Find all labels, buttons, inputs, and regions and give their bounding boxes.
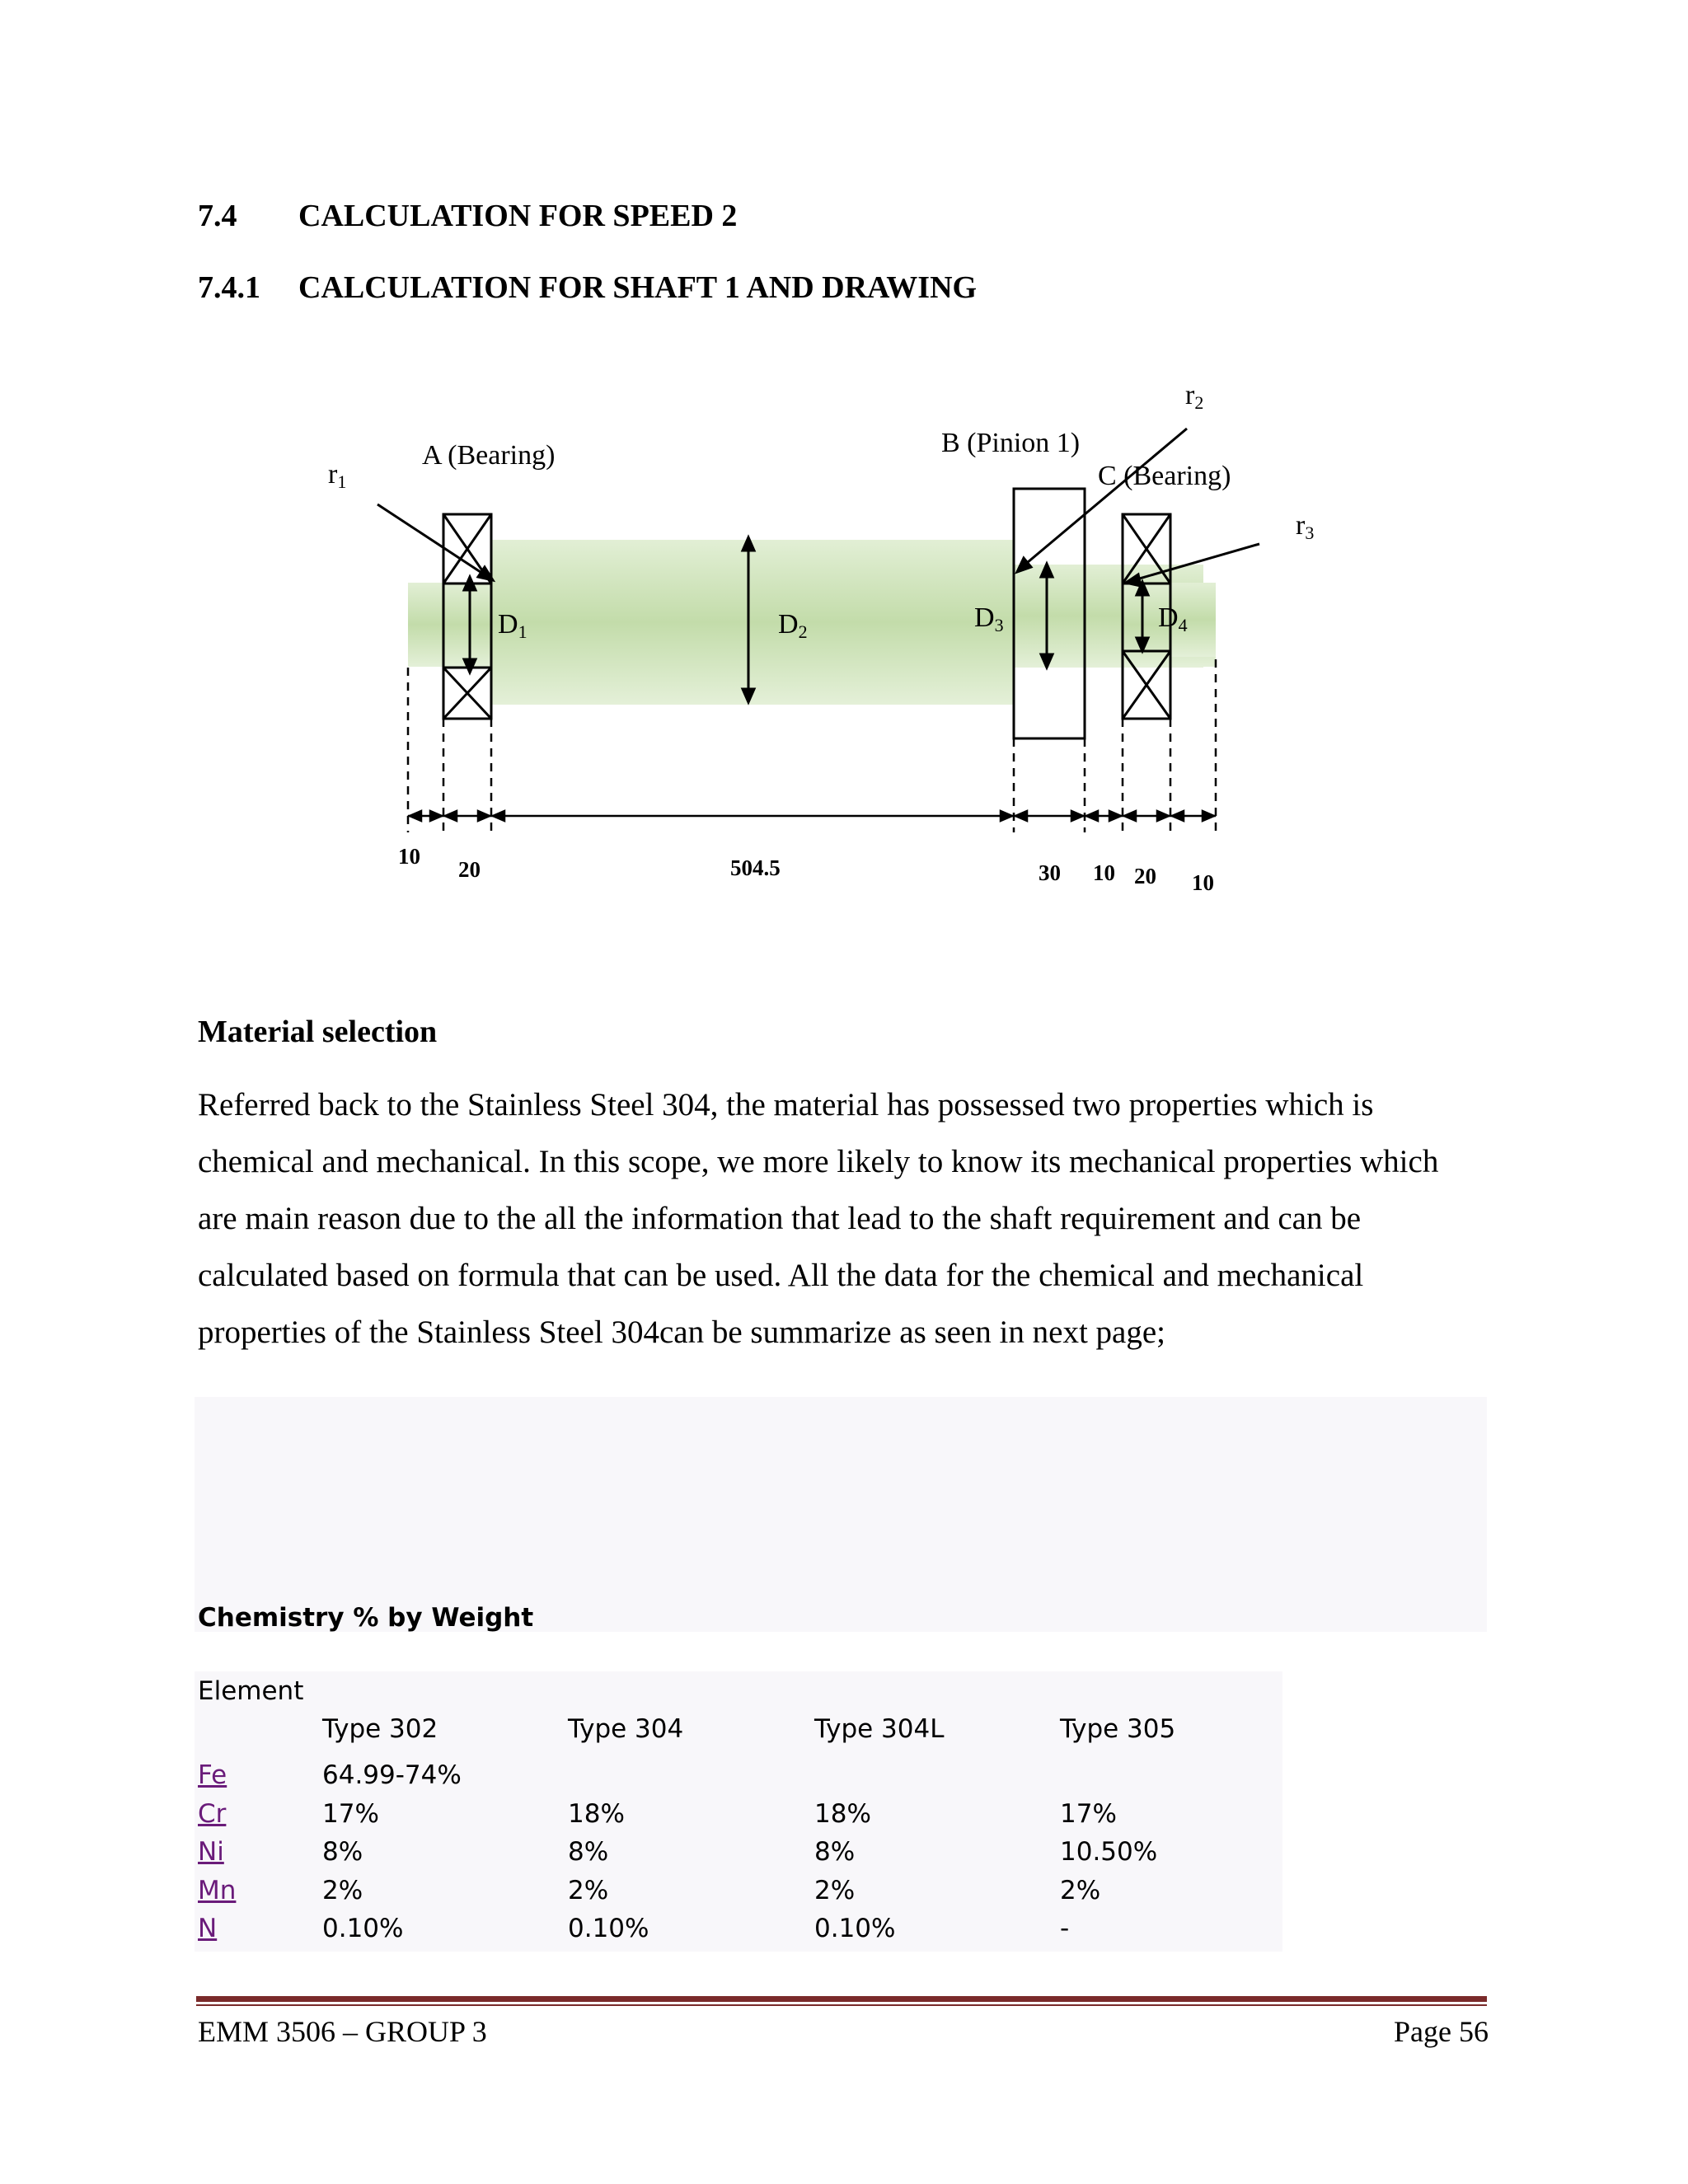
- table-cell: 18%: [568, 1799, 625, 1829]
- dim-value: 20: [1134, 864, 1156, 888]
- label-d1: D1: [498, 609, 528, 642]
- table-cell: 2%: [814, 1876, 856, 1905]
- element-link-cr[interactable]: Cr: [198, 1799, 227, 1829]
- shaft-segment-d3: [1014, 565, 1121, 668]
- dim-value: 10: [1093, 860, 1115, 885]
- element-link-fe[interactable]: Fe: [198, 1760, 227, 1790]
- shaft-drawing: [0, 0, 1688, 931]
- label-bearing-a: A (Bearing): [422, 440, 556, 471]
- footer-rule-thin: [196, 2004, 1487, 2006]
- table-row: [198, 1799, 226, 1829]
- element-link-ni[interactable]: Ni: [198, 1837, 224, 1867]
- label-d2: D2: [778, 609, 808, 642]
- material-paragraph: [198, 1076, 1508, 1361]
- paragraph-line: properties of the Stainless Steel 304can be summarize as seen in next page;: [198, 1315, 1165, 1350]
- table-cell: 0.10%: [322, 1914, 404, 1943]
- table-cell: 10.50%: [1060, 1837, 1158, 1867]
- table-cell: 17%: [322, 1799, 379, 1829]
- material-selection-title: Material selection: [198, 1015, 438, 1049]
- column-header: Type 305: [1060, 1714, 1176, 1744]
- table-cell: 8%: [814, 1837, 856, 1867]
- element-link-mn[interactable]: Mn: [198, 1876, 237, 1905]
- table-cell: 18%: [814, 1799, 871, 1829]
- column-header: Type 302: [322, 1714, 438, 1744]
- table-row: [198, 1837, 224, 1867]
- chemistry-table: [195, 1671, 1282, 1952]
- table-cell: 64.99-74%: [322, 1760, 462, 1790]
- table-cell: 2%: [568, 1876, 609, 1905]
- chemistry-title: Chemistry % by Weight: [198, 1603, 534, 1633]
- label-pinion-b: B (Pinion 1): [941, 428, 1081, 458]
- element-link-n[interactable]: N: [198, 1914, 218, 1943]
- table-cell: 0.10%: [568, 1914, 649, 1943]
- table-cell: -: [1060, 1914, 1070, 1943]
- footer-left: EMM 3506 – GROUP 3: [198, 2015, 487, 2048]
- dim-value: 10: [1192, 870, 1214, 895]
- table-cell: 17%: [1060, 1799, 1117, 1829]
- shaft-segment-d1: [443, 583, 492, 667]
- shaft-segment-d2: [492, 540, 1014, 705]
- table-cell: 0.10%: [814, 1914, 896, 1943]
- dimension-values: [398, 844, 1214, 895]
- label-d4: D4: [1158, 602, 1188, 635]
- paragraph-line: calculated based on formula that can be used. All the data for the chemical and mechanical: [198, 1258, 1364, 1293]
- paragraph-line: are main reason due to the all the information that lead to the shaft requirement and can be: [198, 1201, 1362, 1236]
- label-r3: r3: [1296, 510, 1315, 543]
- chemistry-header-band: [195, 1397, 1487, 1632]
- footer-page-number: Page 56: [1394, 2015, 1489, 2048]
- column-header: Type 304L: [814, 1714, 945, 1744]
- table-row: [198, 1914, 217, 1943]
- table-cell: 2%: [322, 1876, 363, 1905]
- label-r2: r2: [1185, 380, 1204, 413]
- subsection-title: CALCULATION FOR SHAFT 1 AND DRAWING: [298, 270, 978, 305]
- paragraph-line: Referred back to the Stainless Steel 304, the material has possessed two properties which is: [198, 1087, 1374, 1122]
- label-r1: r1: [328, 459, 347, 492]
- table-cell: 8%: [322, 1837, 363, 1867]
- label-d3: D3: [974, 602, 1004, 635]
- column-header: Type 304: [568, 1714, 684, 1744]
- table-row: [198, 1760, 227, 1790]
- section-number: 7.4: [198, 199, 237, 233]
- element-header: Element: [198, 1676, 304, 1706]
- dim-value: 504.5: [730, 855, 781, 880]
- table-row: [198, 1876, 236, 1905]
- dimension-line: [408, 811, 1216, 821]
- dim-value: 30: [1039, 860, 1061, 885]
- label-bearing-c: C (Bearing): [1098, 461, 1231, 491]
- dim-value: 10: [398, 844, 420, 869]
- footer-rule-thick: [196, 1996, 1487, 2002]
- table-cell: 8%: [568, 1837, 609, 1867]
- subsection-number: 7.4.1: [198, 270, 260, 305]
- table-cell: 2%: [1060, 1876, 1101, 1905]
- shaft-segment-d1-left: [408, 583, 443, 667]
- section-title: CALCULATION FOR SPEED 2: [298, 199, 738, 233]
- paragraph-line: chemical and mechanical. In this scope, we more likely to know its mechanical properties which: [198, 1144, 1439, 1179]
- dim-value: 20: [458, 857, 481, 882]
